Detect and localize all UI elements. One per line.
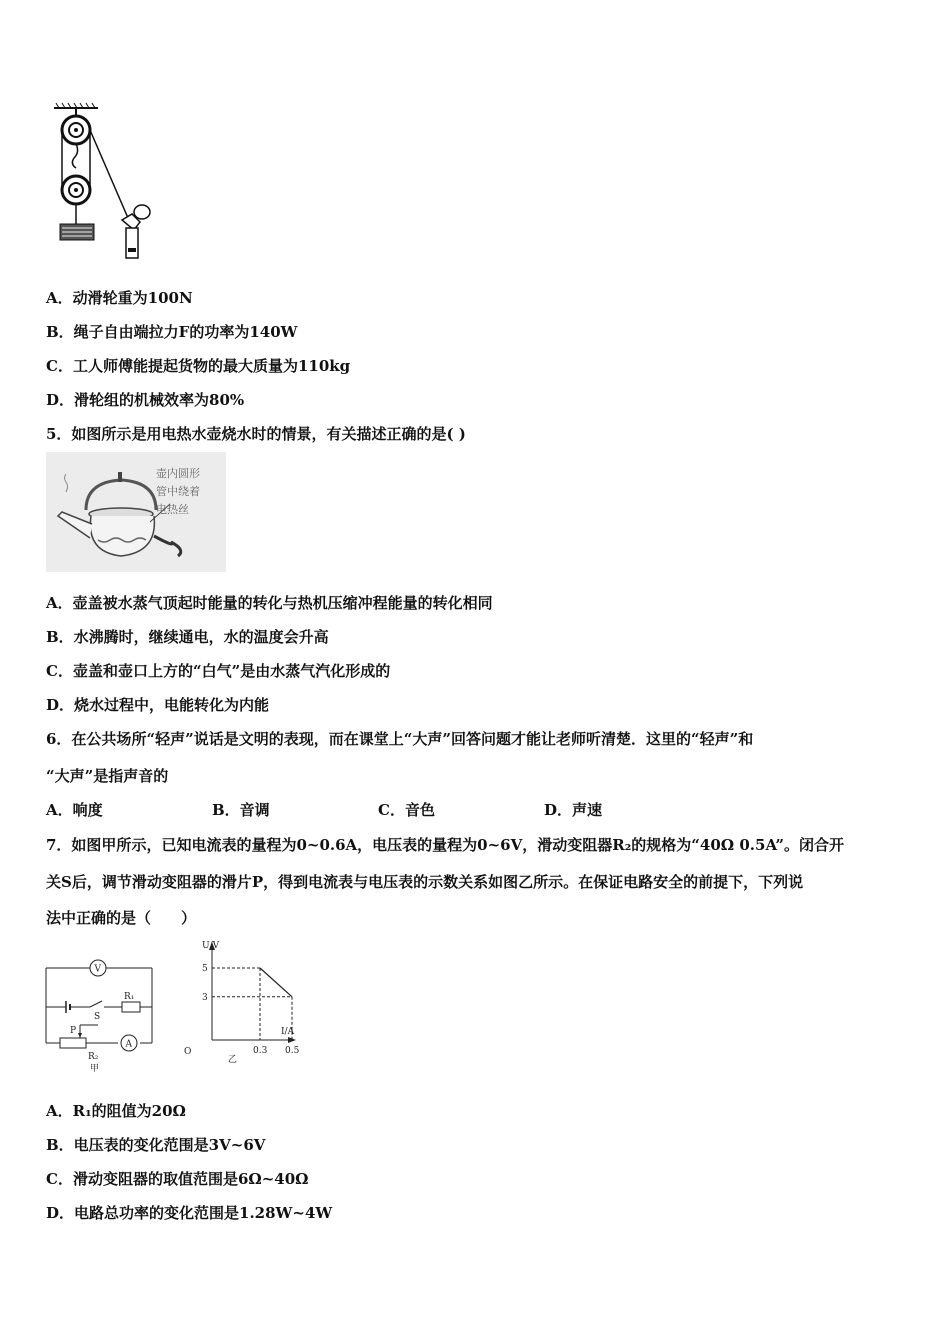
r2-label: R₂ (88, 1052, 99, 1062)
q7-option-d: D．电路总功率的变化范围是1.28W~4W (46, 1204, 333, 1222)
switch-label: S (94, 1012, 101, 1022)
q4-option-d: D．滑轮组的机械效率为80% (46, 391, 245, 409)
q6-option-c: C．音色 (378, 801, 435, 819)
q6-option-b: B．音调 (212, 801, 270, 819)
circuit-caption: 甲 (90, 1064, 100, 1074)
x-tick-label-1: 0.5 (285, 1046, 300, 1056)
q5-option-d: D．烧水过程中，电能转化为内能 (46, 696, 270, 714)
q5-option-a: A．壶盖被水蒸气顶起时能量的转化与热机压缩冲程能量的转化相同 (46, 594, 493, 612)
x-tick-label-0: 0.3 (253, 1046, 268, 1056)
graph-xlabel: I/A (281, 1027, 295, 1037)
q7-option-a: A．R₁的阻值为20Ω (46, 1102, 186, 1120)
q4-option-c: C．工人师傅能提起货物的最大质量为110kg (46, 357, 351, 375)
graph-origin: O (184, 1047, 192, 1057)
q4-option-b: B．绳子自由端拉力F的功率为140W (46, 323, 298, 341)
q4-option-a: A．动滑轮重为100N (46, 289, 193, 307)
voltmeter-label: V (94, 964, 101, 975)
q7-option-c: C．滑动变阻器的取值范围是6Ω~40Ω (46, 1170, 309, 1188)
ui-graph (180, 936, 310, 1070)
q7-stem-line1: 7．如图甲所示，已知电流表的量程为0~0.6A，电压表的量程为0~6V，滑动变阻器R₂的规格为“40Ω 0.5A”。闭合开 (46, 836, 844, 854)
kettle-caption-3: 电热丝 (156, 503, 189, 516)
slider-label: P (70, 1026, 77, 1036)
ammeter-label: A (125, 1039, 132, 1050)
r1-label: R₁ (124, 992, 135, 1002)
q6-option-d: D．声速 (544, 801, 603, 819)
y-tick-label-1: 3 (202, 992, 208, 1003)
q7-option-b: B．电压表的变化范围是3V~6V (46, 1136, 266, 1154)
q6-options (46, 799, 602, 820)
y-tick-label-0: 5 (202, 964, 208, 974)
q6-option-a: A．响度 (46, 801, 103, 819)
q7-stem-line3: 法中正确的是（ ） (46, 909, 197, 927)
graph-caption: 乙 (228, 1055, 238, 1065)
series-line (260, 968, 292, 997)
pulley-figure (50, 100, 160, 260)
kettle-figure (46, 452, 226, 572)
kettle-caption-2: 管中绕着 (156, 485, 200, 498)
q6-stem-line1: 6．在公共场所“轻声”说话是文明的表现，而在课堂上“大声”回答问题才能让老师听清楚．这里的“轻声”和 (46, 730, 754, 748)
q7-stem-line2: 关S后，调节滑动变阻器的滑片P，得到电流表与电压表的示数关系如图乙所示。在保证电路安全的前提下，下列说 (46, 873, 804, 891)
q6-stem-line2: “大声”是指声音的 (46, 767, 169, 785)
circuit-diagram (40, 955, 160, 1075)
kettle-caption-1: 壶内圆形 (156, 467, 200, 480)
q5-option-b: B．水沸腾时，继续通电，水的温度会升高 (46, 628, 329, 646)
q5-option-c: C．壶盖和壶口上方的“白气”是由水蒸气汽化形成的 (46, 662, 391, 680)
q5-stem: 5．如图所示是用电热水壶烧水时的情景，有关描述正确的是( ) (46, 425, 466, 443)
graph-ylabel: U/V (202, 941, 220, 951)
